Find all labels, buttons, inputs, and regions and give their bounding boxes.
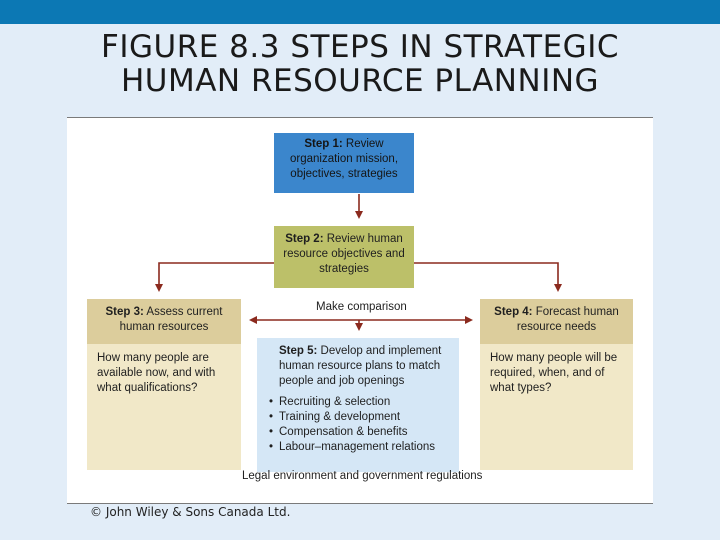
figure-panel bbox=[67, 117, 653, 504]
step3-label: Step 3: bbox=[105, 306, 144, 318]
arrow-step2-to-step3 bbox=[159, 263, 274, 290]
legal-environment-label: Legal environment and government regulations bbox=[242, 470, 483, 482]
copyright-notice: © John Wiley & Sons Canada Ltd. bbox=[90, 505, 291, 519]
top-accent-bar bbox=[0, 0, 720, 24]
connector-arrows bbox=[67, 118, 653, 503]
slide-title bbox=[0, 30, 720, 98]
step1-text: Review organization mission, objectives, strategies bbox=[289, 138, 399, 180]
step5-list-item: • Compensation & benefits bbox=[269, 425, 451, 440]
step5-list-item: • Training & development bbox=[269, 410, 451, 425]
step2-label: Step 2: bbox=[285, 233, 324, 245]
arrow-step2-to-step4 bbox=[414, 263, 558, 290]
step4-question: How many people will be required, when, and of what types? bbox=[490, 352, 618, 394]
step5-list-item: • Labour–management relations bbox=[269, 440, 451, 455]
step3-text: Assess current human resources bbox=[119, 306, 223, 333]
step1-label: Step 1: bbox=[304, 138, 343, 150]
slide-title-line-1: FIGURE 8.3 STEPS IN STRATEGIC bbox=[101, 29, 619, 65]
step5-text: Develop and implement human resource plans to match people and job openings bbox=[279, 345, 442, 387]
step3-question: How many people are available now, and with what qualifications? bbox=[97, 352, 216, 394]
step2-text: Review human resource objectives and strategies bbox=[283, 233, 405, 275]
step5-label: Step 5: bbox=[279, 345, 318, 357]
step4-label: Step 4: bbox=[494, 306, 533, 318]
step4-text: Forecast human resource needs bbox=[516, 306, 619, 333]
slide-title-line-2: HUMAN RESOURCE PLANNING bbox=[120, 63, 600, 99]
make-comparison-label: Make comparison bbox=[316, 301, 407, 313]
step5-list-item: • Recruiting & selection bbox=[269, 395, 451, 410]
